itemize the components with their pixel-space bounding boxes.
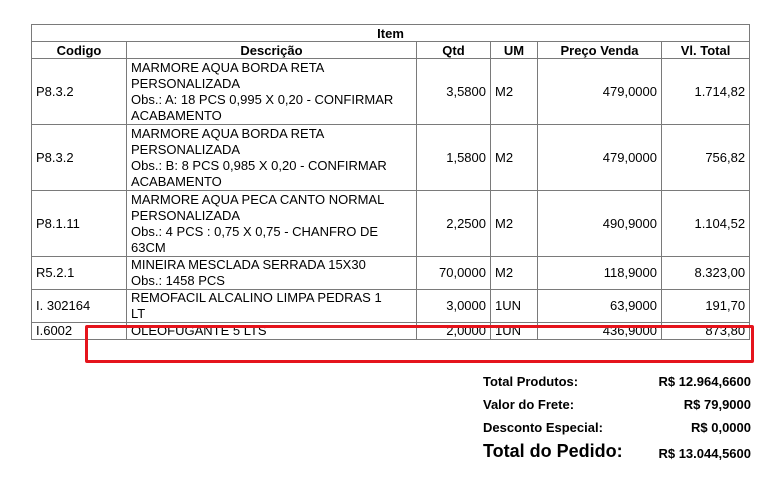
col-header-total: Vl. Total <box>662 42 750 59</box>
cell-descricao <box>127 257 417 290</box>
desc-line: MARMORE AQUA BORDA RETA <box>131 125 325 141</box>
total-pedido-label: Total do Pedido: <box>483 441 623 461</box>
cell-qtd: 3,0000 <box>417 290 491 323</box>
desc-line: Obs.: 1458 PCS <box>131 273 225 288</box>
cell-um: M2 <box>491 125 538 191</box>
desc-line: ACABAMENTO <box>131 107 222 123</box>
cell-total: 8.323,00 <box>662 257 750 290</box>
desc-line: Obs.: 4 PCS : 0,75 X 0,75 - CHANFRO DE <box>131 223 379 239</box>
desc-line: REMOFACIL ALCALINO LIMPA PEDRAS 1 <box>131 290 382 305</box>
col-header-descricao: Descrição <box>127 42 417 59</box>
desc-line: PERSONALIZADA <box>131 75 241 91</box>
total-produtos-value: R$ 12.964,6600 <box>658 374 751 389</box>
desc-line: Obs.: A: 18 PCS 0,995 X 0,20 - CONFIRMAR <box>131 91 394 107</box>
cell-total: 1.714,82 <box>662 59 750 125</box>
cell-preco: 479,0000 <box>538 125 662 191</box>
col-header-qtd: Qtd <box>417 42 491 59</box>
valor-frete-value: R$ 79,9000 <box>683 397 751 412</box>
cell-descricao <box>127 191 417 257</box>
desc-line: MARMORE AQUA PECA CANTO NORMAL <box>131 191 385 207</box>
desc-line: PERSONALIZADA <box>131 207 241 223</box>
cell-um: 1UN <box>491 323 538 340</box>
cell-descricao <box>127 290 417 323</box>
total-pedido-value: R$ 13.044,5600 <box>658 446 751 461</box>
cell-descricao <box>127 59 417 125</box>
desc-line: Obs.: B: 8 PCS 0,985 X 0,20 - CONFIRMAR <box>131 157 387 173</box>
desconto-especial-value: R$ 0,0000 <box>691 420 751 435</box>
total-produtos-label: Total Produtos: <box>483 374 579 389</box>
cell-preco: 118,9000 <box>538 257 662 290</box>
table-row <box>32 290 750 323</box>
cell-qtd: 1,5800 <box>417 125 491 191</box>
valor-frete-label: Valor do Frete: <box>483 397 575 412</box>
cell-preco: 63,9000 <box>538 290 662 323</box>
items-table <box>31 24 750 340</box>
cell-codigo: P8.3.2 <box>32 59 127 125</box>
cell-um: M2 <box>491 257 538 290</box>
cell-preco: 436,9000 <box>538 323 662 340</box>
desc-line: MARMORE AQUA BORDA RETA <box>131 59 325 75</box>
col-header-codigo: Codigo <box>32 42 127 59</box>
cell-total: 873,80 <box>662 323 750 340</box>
col-header-um: UM <box>491 42 538 59</box>
cell-total: 191,70 <box>662 290 750 323</box>
cell-qtd: 70,0000 <box>417 257 491 290</box>
table-row <box>32 191 750 257</box>
cell-codigo: I.6002 <box>32 323 127 340</box>
cell-preco: 479,0000 <box>538 59 662 125</box>
total-produtos-row <box>483 374 753 397</box>
valor-frete-row <box>483 397 753 420</box>
desconto-especial-row <box>483 420 753 443</box>
cell-total: 756,82 <box>662 125 750 191</box>
cell-um: M2 <box>491 59 538 125</box>
column-header-row <box>32 42 750 59</box>
cell-codigo: R5.2.1 <box>32 257 127 290</box>
desc-line: LT <box>131 306 146 321</box>
table-row <box>32 125 750 191</box>
desc-line: MINEIRA MESCLADA SERRADA 15X30 <box>131 257 366 272</box>
cell-qtd: 3,5800 <box>417 59 491 125</box>
totals-block <box>483 374 753 473</box>
cell-codigo: P8.1.11 <box>32 191 127 257</box>
cell-total: 1.104,52 <box>662 191 750 257</box>
cell-um: M2 <box>491 191 538 257</box>
highlight-rectangle <box>85 325 754 363</box>
cell-descricao <box>127 125 417 191</box>
group-header-row <box>32 25 750 42</box>
cell-codigo: P8.3.2 <box>32 125 127 191</box>
col-header-preco: Preço Venda <box>538 42 662 59</box>
cell-qtd: 2,0000 <box>417 323 491 340</box>
table-row <box>32 59 750 125</box>
total-pedido-row <box>483 443 753 473</box>
desconto-especial-label: Desconto Especial: <box>483 420 603 435</box>
group-header: Item <box>32 25 750 42</box>
cell-um: 1UN <box>491 290 538 323</box>
desc-line: OLEOFUGANTE 5 LTS <box>131 323 267 338</box>
desc-line: ACABAMENTO <box>131 173 222 189</box>
desc-line: 63CM <box>131 239 166 255</box>
table-row <box>32 257 750 290</box>
desc-line: PERSONALIZADA <box>131 141 241 157</box>
cell-preco: 490,9000 <box>538 191 662 257</box>
cell-qtd: 2,2500 <box>417 191 491 257</box>
cell-codigo: I. 302164 <box>32 290 127 323</box>
